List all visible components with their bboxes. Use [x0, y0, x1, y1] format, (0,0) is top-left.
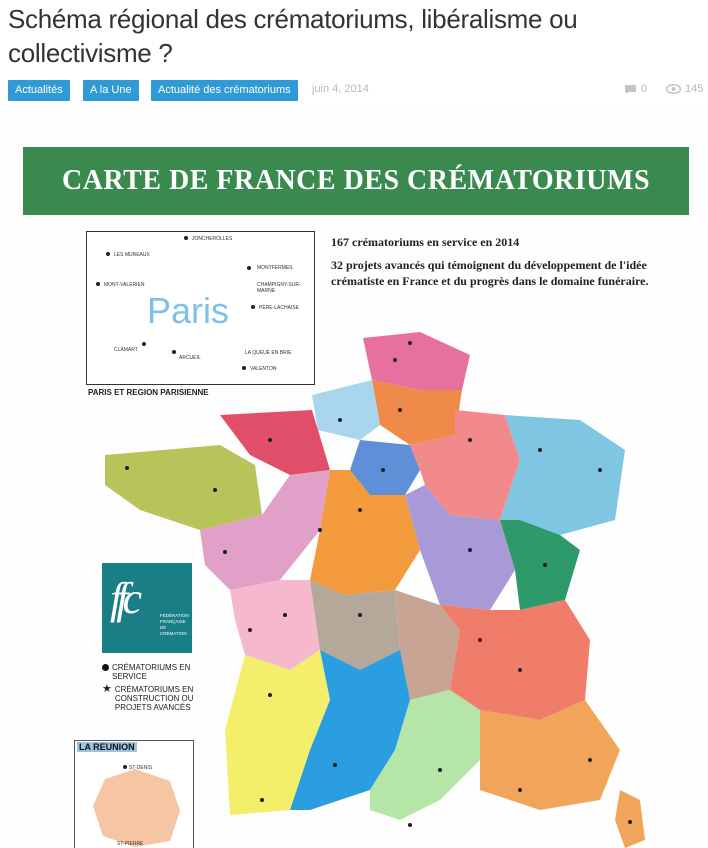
inset-dot	[184, 236, 188, 240]
legend-star-icon: ★	[102, 683, 112, 695]
inset-dot	[172, 350, 176, 354]
ffc-logo	[102, 563, 192, 653]
tag-a-la-une[interactable]: A la Une	[83, 80, 139, 101]
inset-dot	[96, 282, 100, 286]
legend-in-service	[102, 663, 197, 681]
legend-dot-icon	[102, 664, 109, 671]
reunion-inset	[74, 740, 194, 848]
views-value: 145	[685, 83, 704, 95]
map-banner-title: CARTE DE FRANCE DES CRÉMATORIUMS	[23, 147, 689, 215]
region-paca	[480, 700, 620, 810]
inset-place-mont-valerien: MONT-VALERIEN	[104, 282, 145, 288]
legend-projects-label: CRÉMATORIUMS EN CONSTRUCTION OU PROJETS AVANCÉS	[114, 685, 194, 712]
inset-place-joncherolles: JONCHEROLLES	[192, 236, 233, 242]
inset-place-clamart: CLAMART	[114, 347, 138, 353]
eye-icon	[666, 84, 681, 94]
ffc-logo-letters: ffc	[110, 574, 136, 623]
tag-actualite-crematoriums[interactable]: Actualité des crématoriums	[151, 80, 298, 101]
map-legend	[102, 663, 197, 716]
reunion-island-shape	[75, 741, 193, 848]
region-corse	[615, 790, 645, 848]
region-poitou	[230, 580, 320, 670]
france-map	[0, 110, 708, 848]
inset-dot	[242, 366, 246, 370]
inset-dot	[247, 266, 251, 270]
legend-projects	[102, 685, 197, 712]
inset-place-les-mureaux: LES MUREAUX	[114, 252, 150, 258]
stats-projects: 32 projets avancés qui témoignent du développement de l'idée crématiste en France et du progrès dans le domaine funéraire.	[331, 258, 649, 288]
article-title: Schéma régional des crématoriums, libéralisme ou collectivisme ?	[8, 4, 578, 68]
article-meta	[8, 80, 708, 102]
region-lorraine-alsace	[500, 415, 625, 535]
paris-inset	[86, 231, 315, 385]
inset-place-montfermeil: MONTFERMEIL	[257, 265, 294, 271]
views-count	[666, 83, 703, 95]
inset-place-champigny: CHAMPIGNY-SUR-MARNE	[257, 282, 301, 294]
inset-place-pere-lachaise: PÈRE-LACHAISE	[259, 305, 300, 311]
inset-place-la-queue-en-brie: LA QUEUE EN BRIE	[245, 350, 292, 356]
region-nord	[363, 332, 470, 390]
inset-paris-word: Paris	[147, 290, 230, 331]
region-haute-normandie	[312, 380, 380, 440]
inset-dot	[142, 342, 146, 346]
reunion-dot	[123, 765, 127, 769]
crematorium-map-figure	[0, 110, 708, 848]
reunion-place-st-denis: ST-DENIS	[129, 765, 153, 771]
region-bretagne	[105, 445, 262, 530]
stats-in-service: 167 crématoriums en service en 2014	[331, 235, 520, 249]
inset-place-valenton: VALENTON	[250, 366, 277, 372]
comments-count[interactable]	[624, 83, 647, 95]
inset-dot	[251, 305, 255, 309]
ffc-logo-text: FÉDÉRATION FRANÇAISE DE CRÉMATION	[160, 613, 189, 636]
legend-in-service-label: CRÉMATORIUMS EN SERVICE	[112, 663, 191, 681]
inset-dot	[106, 252, 110, 256]
comment-icon	[624, 84, 637, 95]
reunion-place-st-pierre: ST-PIERRE	[117, 841, 144, 847]
inset-place-arcueil: ARCUEIL	[179, 355, 201, 361]
reunion-title: LA REUNION	[79, 742, 135, 752]
post-date: juin 4, 2014	[312, 83, 369, 95]
comments-value: 0	[641, 83, 648, 95]
tag-actualites[interactable]: Actualités	[8, 80, 70, 101]
inset-caption: PARIS ET REGION PARISIENNE	[88, 388, 209, 397]
